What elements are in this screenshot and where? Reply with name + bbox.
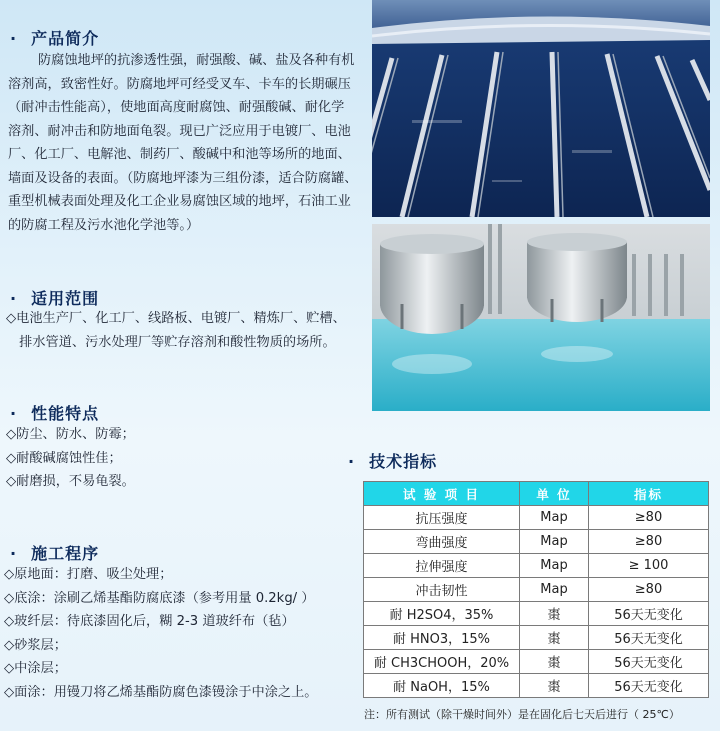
list-item: ◇耐磨损，不易龟裂。 bbox=[6, 474, 135, 489]
table-row bbox=[364, 506, 709, 530]
column-header-test-item: 试 验 项 目 bbox=[364, 482, 520, 506]
factory-floor-image bbox=[372, 224, 710, 411]
list-item: ◇玻纤层：待底漆固化后，糊 2-3 道玻纤布（毡） bbox=[4, 614, 295, 629]
cell-value: ≥ 100 bbox=[589, 554, 709, 578]
intro-line: 溶剂高，致密性好。防腐地坪可经受叉车、卡车的长期碾压 bbox=[8, 76, 351, 92]
spec-table bbox=[363, 481, 709, 698]
table-row bbox=[364, 530, 709, 554]
section-title-intro: · 产品简介 bbox=[10, 29, 100, 48]
list-item: ◇耐酸碱腐蚀性佳； bbox=[6, 450, 122, 466]
cell-unit: 棗 bbox=[520, 650, 589, 674]
section-title-scope: · 适用范围 bbox=[10, 289, 100, 308]
list-item: ◇电池生产厂、化工厂、线路板、电镀厂、精炼厂、贮槽、 bbox=[6, 311, 346, 326]
section-title-features: · 性能特点 bbox=[10, 404, 100, 423]
cell-unit: Map bbox=[520, 578, 589, 602]
cell-test-item: 冲击韧性 bbox=[364, 578, 520, 602]
table-row bbox=[364, 602, 709, 626]
cell-unit: Map bbox=[520, 506, 589, 530]
cell-unit: 棗 bbox=[520, 602, 589, 626]
intro-line: 溶剂、耐冲击和防地面龟裂。现已广泛应用于电镀厂、电池 bbox=[8, 123, 351, 139]
table-row bbox=[364, 650, 709, 674]
intro-paragraph bbox=[8, 49, 368, 237]
table-footnote: 注：所有测试（除干燥时间外）是在固化后七天后进行（ 25℃） bbox=[364, 708, 680, 721]
cell-value: 56天无变化 bbox=[589, 650, 709, 674]
cell-test-item: 拉伸强度 bbox=[364, 554, 520, 578]
intro-line: 重型机械表面处理及化工企业易腐蚀区域的地坪，石油工业 bbox=[8, 194, 351, 209]
process-list bbox=[4, 563, 317, 704]
cell-test-item: 抗压强度 bbox=[364, 506, 520, 530]
column-header-value: 指标 bbox=[589, 482, 709, 506]
section-title-process: · 施工程序 bbox=[10, 544, 100, 563]
table-row bbox=[364, 578, 709, 602]
scope-list bbox=[6, 307, 346, 354]
cell-unit: 棗 bbox=[520, 674, 589, 698]
photo-treatment-tanks bbox=[372, 0, 710, 217]
cell-test-item: 耐 CH3CHOOH，20% bbox=[364, 650, 520, 674]
list-item: ◇中涂层； bbox=[4, 661, 67, 676]
cell-unit: Map bbox=[520, 554, 589, 578]
cell-test-item: 弯曲强度 bbox=[364, 530, 520, 554]
intro-line: 防腐蚀地坪的抗渗透性强，耐强酸、碱、盐及各种有机 bbox=[38, 53, 355, 68]
cell-value: 56天无变化 bbox=[589, 674, 709, 698]
list-item: ◇砂浆层； bbox=[4, 637, 67, 653]
list-item: ◇原地面：打磨、吸尘处理； bbox=[4, 567, 173, 582]
photo-factory-floor bbox=[372, 224, 710, 411]
cell-value: ≥80 bbox=[589, 530, 709, 554]
list-item: ◇面涂：用镘刀将乙烯基酯防腐色漆镘涂于中涂之上。 bbox=[4, 684, 318, 700]
table-header-row bbox=[364, 482, 709, 506]
cell-test-item: 耐 H2SO4，35% bbox=[364, 602, 520, 626]
table-row bbox=[364, 674, 709, 698]
intro-line: 墙面及设备的表面。（防腐地坪漆为三组份漆，适合防腐罐、 bbox=[8, 170, 358, 186]
list-item: ◇底涂：涂刷乙烯基酯防腐底漆（参考用量 0.2kg/ ） bbox=[4, 590, 315, 606]
cell-test-item: 耐 HNO3，15% bbox=[364, 626, 520, 650]
column-header-unit: 单 位 bbox=[520, 482, 589, 506]
intro-line: （耐冲击性能高），使地面高度耐腐蚀、耐强酸碱、耐化学 bbox=[8, 100, 345, 115]
features-list bbox=[6, 423, 135, 494]
list-item: 排水管道、污水处理厂等贮存溶剂和酸性物质的场所。 bbox=[6, 334, 336, 350]
list-item: ◇防尘、防水、防霉； bbox=[6, 427, 135, 442]
intro-line: 的防腐工程及污水池化学池等。） bbox=[8, 217, 200, 233]
intro-line: 厂、化工厂、电解池、制药厂、酸碱中和池等场所的地面、 bbox=[8, 147, 351, 162]
cell-unit: Map bbox=[520, 530, 589, 554]
cell-value: 56天无变化 bbox=[589, 602, 709, 626]
cell-test-item: 耐 NaOH，15% bbox=[364, 674, 520, 698]
cell-value: ≥80 bbox=[589, 506, 709, 530]
cell-value: 56天无变化 bbox=[589, 626, 709, 650]
cell-unit: 棗 bbox=[520, 626, 589, 650]
cell-value: ≥80 bbox=[589, 578, 709, 602]
table-row bbox=[364, 626, 709, 650]
section-title-tech: · 技术指标 bbox=[348, 452, 438, 471]
table-row bbox=[364, 554, 709, 578]
treatment-tanks-image bbox=[372, 0, 710, 217]
